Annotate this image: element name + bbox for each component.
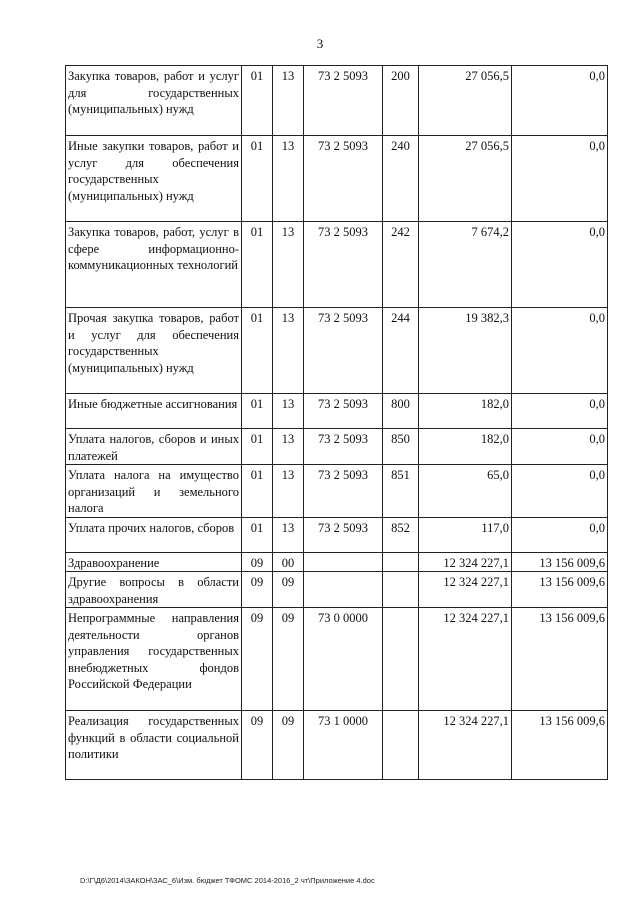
- section-code: 01: [242, 394, 273, 429]
- section-code: 09: [242, 608, 273, 711]
- subsection-code: 13: [273, 465, 304, 518]
- target-item-code: 73 2 5093: [304, 222, 383, 308]
- amount-year-1: 19 382,3: [419, 308, 512, 394]
- section-code: 01: [242, 308, 273, 394]
- subsection-code: 13: [273, 308, 304, 394]
- amount-year-2: 13 156 009,6: [512, 552, 608, 572]
- section-code: 01: [242, 429, 273, 465]
- section-code: 01: [242, 465, 273, 518]
- amount-year-2: 0,0: [512, 222, 608, 308]
- section-code: 01: [242, 517, 273, 552]
- row-name: Прочая закупка товаров, работ и услуг для обеспечения государственных (муниципальных) нужд: [66, 308, 242, 394]
- target-item-code: 73 1 0000: [304, 711, 383, 780]
- amount-year-2: 0,0: [512, 465, 608, 518]
- target-item-code: 73 2 5093: [304, 394, 383, 429]
- expense-type-code: 800: [383, 394, 419, 429]
- amount-year-1: 117,0: [419, 517, 512, 552]
- amount-year-2: 0,0: [512, 517, 608, 552]
- amount-year-1: 12 324 227,1: [419, 608, 512, 711]
- subsection-code: 00: [273, 552, 304, 572]
- page-number: 3: [316, 36, 324, 51]
- row-name: Реализация государственных функций в области социальной политики: [66, 711, 242, 780]
- row-name: Иные бюджетные ассигнования: [66, 394, 242, 429]
- row-name: Уплата прочих налогов, сборов: [66, 517, 242, 552]
- amount-year-2: 0,0: [512, 429, 608, 465]
- table-row: [66, 136, 608, 222]
- amount-year-1: 27 056,5: [419, 66, 512, 136]
- amount-year-2: 0,0: [512, 394, 608, 429]
- target-item-code: 73 2 5093: [304, 517, 383, 552]
- subsection-code: 13: [273, 136, 304, 222]
- expense-type-code: [383, 711, 419, 780]
- amount-year-2: 0,0: [512, 136, 608, 222]
- amount-year-1: 182,0: [419, 394, 512, 429]
- table-row: [66, 394, 608, 429]
- target-item-code: [304, 572, 383, 608]
- table-row: [66, 429, 608, 465]
- expense-type-code: 851: [383, 465, 419, 518]
- table-row: [66, 66, 608, 136]
- subsection-code: 13: [273, 429, 304, 465]
- table-row: [66, 222, 608, 308]
- row-name: Здравоохранение: [66, 552, 242, 572]
- expense-type-code: 240: [383, 136, 419, 222]
- amount-year-1: 7 674,2: [419, 222, 512, 308]
- subsection-code: 13: [273, 222, 304, 308]
- amount-year-2: 13 156 009,6: [512, 711, 608, 780]
- expense-type-code: 242: [383, 222, 419, 308]
- target-item-code: 73 0 0000: [304, 608, 383, 711]
- row-name: Закупка товаров, работ, услуг в сфере информационно-коммуникационных технологий: [66, 222, 242, 308]
- amount-year-2: 13 156 009,6: [512, 572, 608, 608]
- target-item-code: 73 2 5093: [304, 465, 383, 518]
- expense-type-code: 850: [383, 429, 419, 465]
- expense-type-code: 852: [383, 517, 419, 552]
- subsection-code: 09: [273, 608, 304, 711]
- expense-type-code: 200: [383, 66, 419, 136]
- subsection-code: 13: [273, 517, 304, 552]
- amount-year-1: 65,0: [419, 465, 512, 518]
- target-item-code: [304, 552, 383, 572]
- row-name: Другие вопросы в области здравоохранения: [66, 572, 242, 608]
- expense-type-code: [383, 572, 419, 608]
- row-name: Уплата налога на имущество организаций и земельного налога: [66, 465, 242, 518]
- amount-year-1: 12 324 227,1: [419, 552, 512, 572]
- amount-year-1: 12 324 227,1: [419, 572, 512, 608]
- table-row: [66, 572, 608, 608]
- budget-table: [65, 65, 608, 780]
- table-row: [66, 308, 608, 394]
- amount-year-2: 0,0: [512, 308, 608, 394]
- section-code: 09: [242, 552, 273, 572]
- section-code: 09: [242, 572, 273, 608]
- section-code: 01: [242, 66, 273, 136]
- file-path-footer: D:\Г\Д6\2014\ЗАКОН\ЗАС_6\Изм. бюджет ТФОМС 2014-2016_2 чт\Приложение 4.doc: [80, 876, 375, 885]
- section-code: 09: [242, 711, 273, 780]
- target-item-code: 73 2 5093: [304, 66, 383, 136]
- amount-year-2: 0,0: [512, 66, 608, 136]
- amount-year-1: 12 324 227,1: [419, 711, 512, 780]
- subsection-code: 09: [273, 711, 304, 780]
- table-row: [66, 608, 608, 711]
- amount-year-1: 182,0: [419, 429, 512, 465]
- target-item-code: 73 2 5093: [304, 429, 383, 465]
- expense-type-code: 244: [383, 308, 419, 394]
- subsection-code: 09: [273, 572, 304, 608]
- target-item-code: 73 2 5093: [304, 136, 383, 222]
- row-name: Закупка товаров, работ и услуг для государственных (муниципальных) нужд: [66, 66, 242, 136]
- target-item-code: 73 2 5093: [304, 308, 383, 394]
- amount-year-1: 27 056,5: [419, 136, 512, 222]
- row-name: Иные закупки товаров, работ и услуг для обеспечения государственных (муниципальных) нужд: [66, 136, 242, 222]
- row-name: Уплата налогов, сборов и иных платежей: [66, 429, 242, 465]
- table-row: [66, 465, 608, 518]
- table-row: [66, 711, 608, 780]
- expense-type-code: [383, 552, 419, 572]
- table-row: [66, 552, 608, 572]
- row-name: Непрограммные направления деятельности органов управления государственных внебюджетных фондов Российской Федерации: [66, 608, 242, 711]
- subsection-code: 13: [273, 394, 304, 429]
- section-code: 01: [242, 222, 273, 308]
- table-row: [66, 517, 608, 552]
- subsection-code: 13: [273, 66, 304, 136]
- expense-type-code: [383, 608, 419, 711]
- section-code: 01: [242, 136, 273, 222]
- amount-year-2: 13 156 009,6: [512, 608, 608, 711]
